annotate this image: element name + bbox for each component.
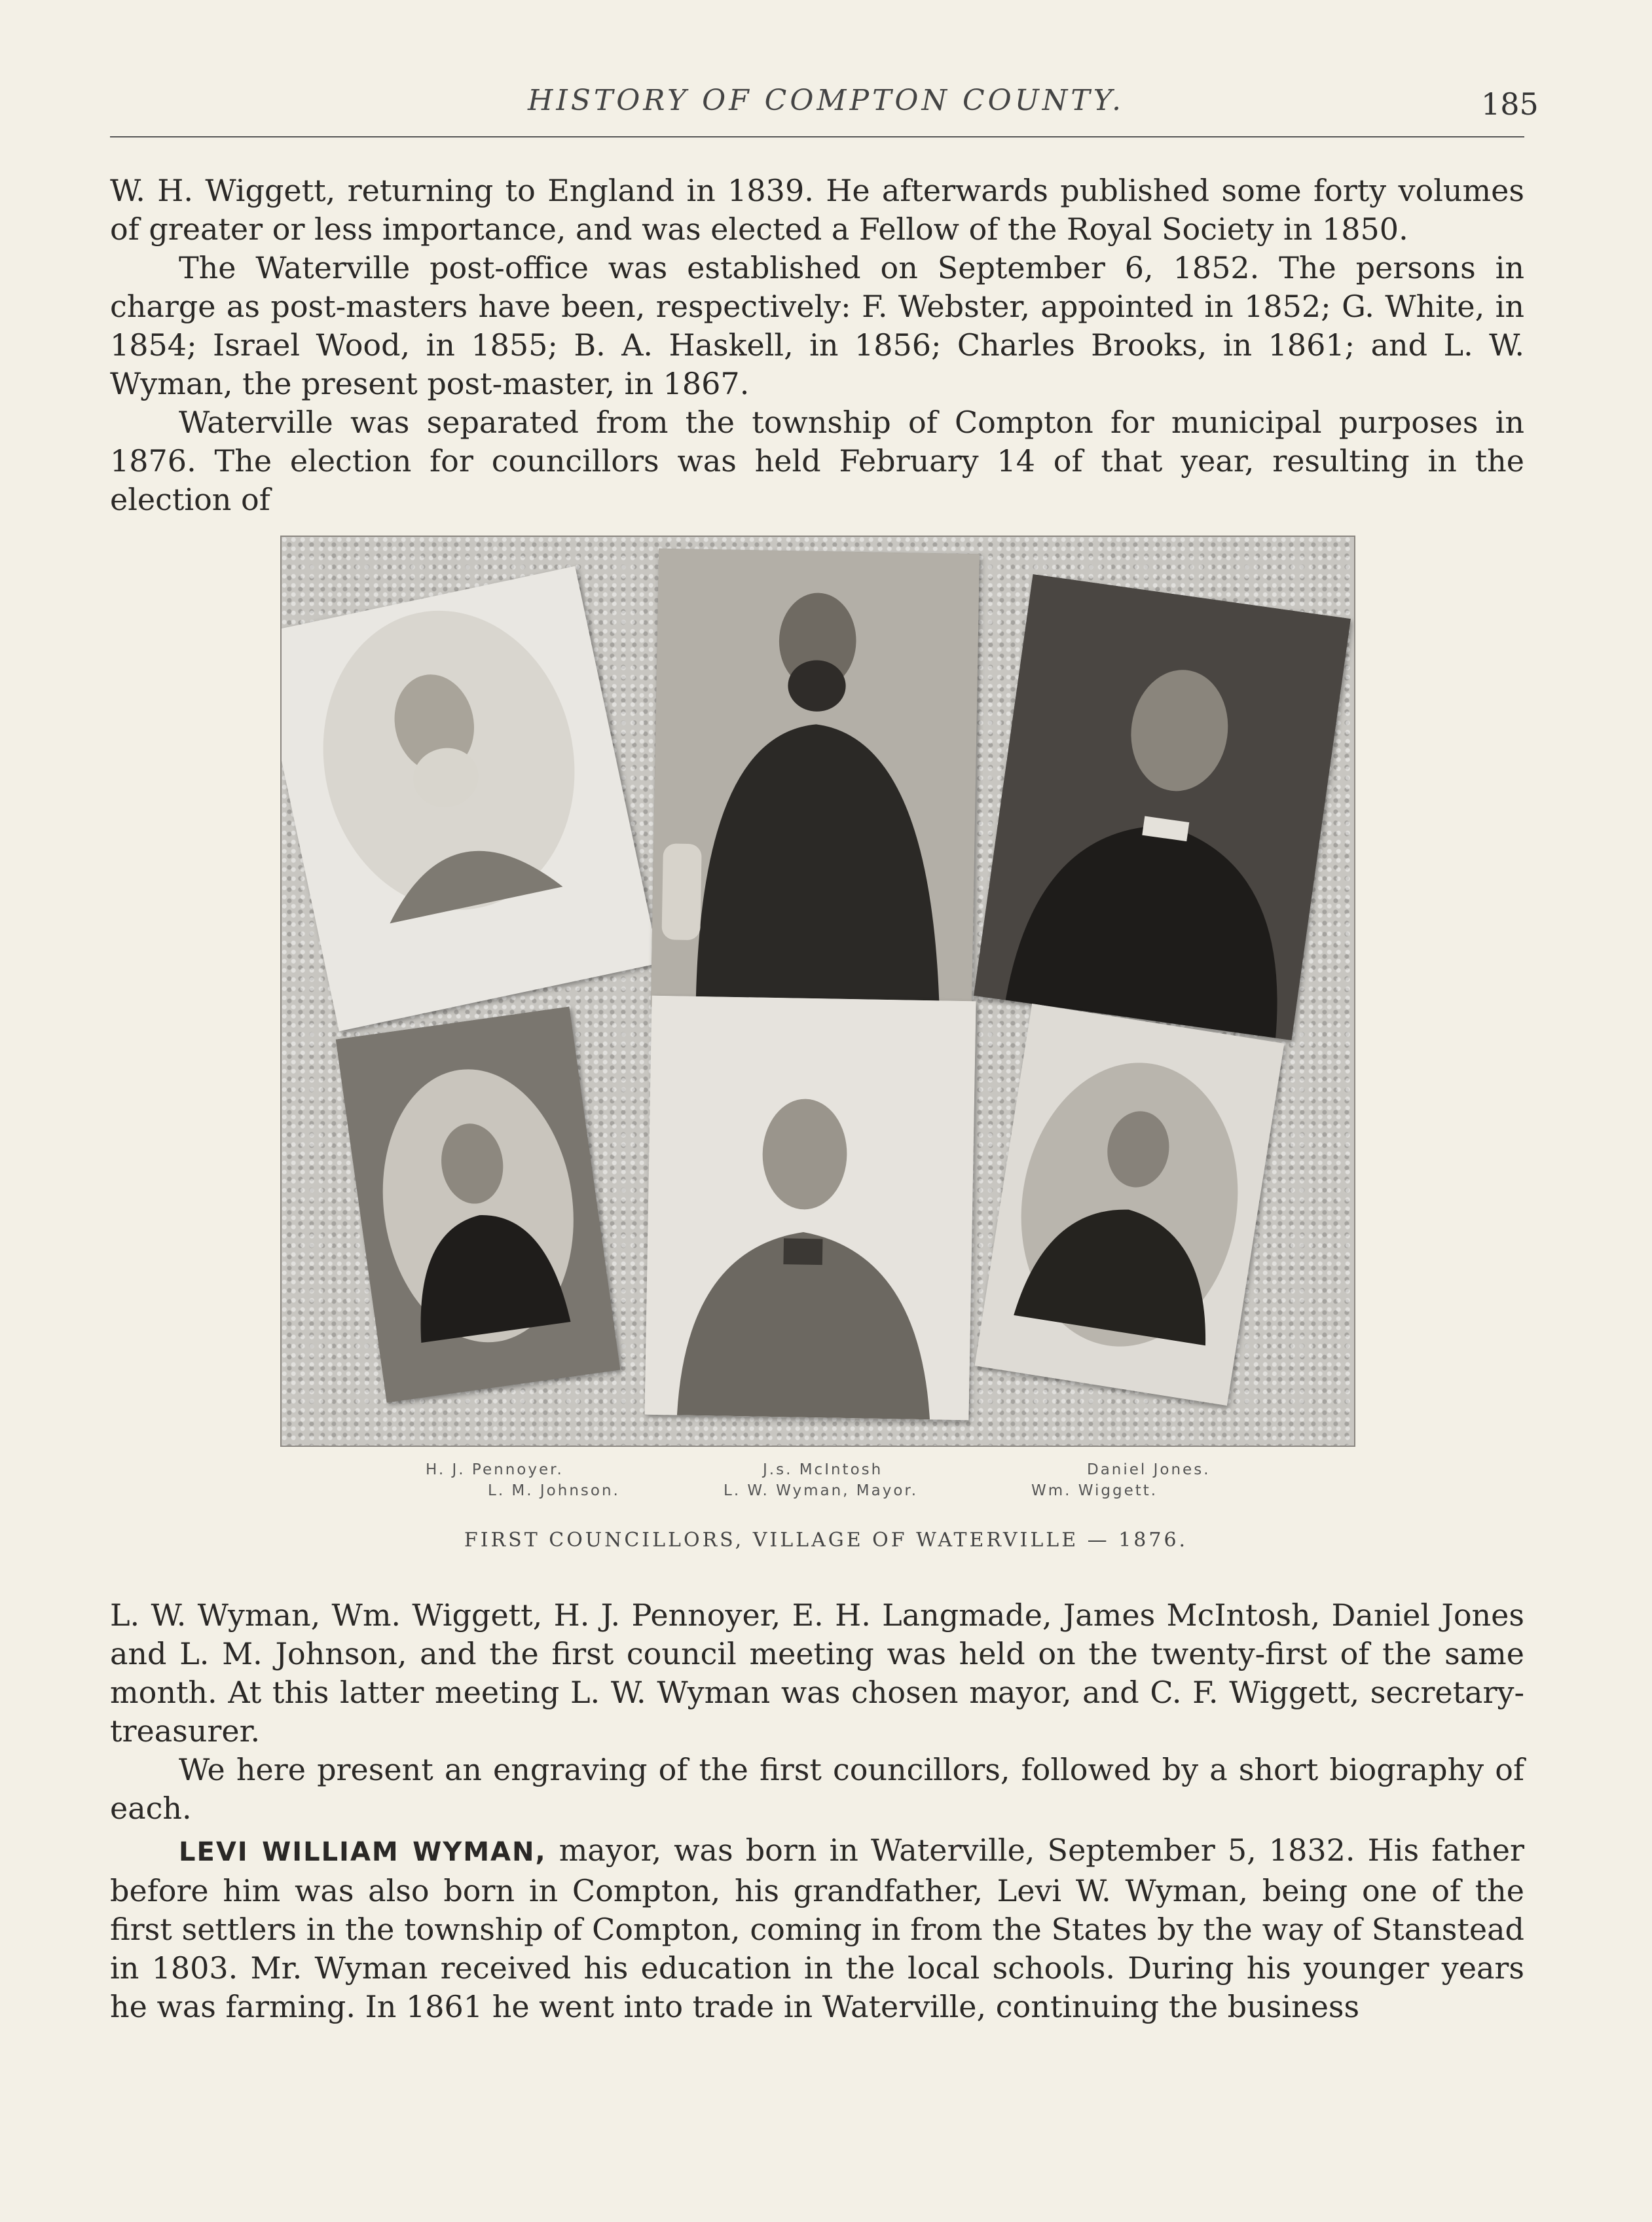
page-number: 185 [1481,86,1539,122]
biography-name: LEVI WILLIAM WYMAN, [179,1837,547,1867]
caption-pennoyer: H. J. Pennoyer. [426,1461,564,1478]
paragraph-1: W. H. Wiggett, returning to England in 1839. He afterwards published some forty volumes of greater or less importance, and was elected a Fellow of the Royal Society in 1850. [110,173,1524,247]
biography-paragraph [110,1831,1524,2026]
header-rule [110,136,1524,137]
portrait-pennoyer [280,566,659,1031]
portrait-wyman [644,996,976,1421]
portrait-jones [974,574,1351,1040]
councillors-photo-plate [280,536,1355,1447]
paragraph-4: L. W. Wyman, Wm. Wiggett, H. J. Pennoyer, E. H. Langmade, James McIntosh, Daniel Jones and L. M. Johnson, and the first council meeting was held on the twenty-first of the same month. At this latter meeting L. W. Wyman was chosen mayor, and C. F. Wiggett, secretary-treasurer. [110,1597,1524,1749]
caption-wiggett: Wm. Wiggett. [1031,1482,1158,1499]
paragraph-2: The Waterville post-office was established on September 6, 1852. The persons in charge as post-masters have been, respectively: F. Webster, appointed in 1852; G. White, in 1854; Israel Wood, in 1855; B. A. Haskell, in 1856; Charles Brooks, in 1861; and L. W. Wyman, the present post-master, in 1867. [110,250,1524,401]
caption-johnson: L. M. Johnson. [488,1482,620,1499]
portrait-wiggett [975,1004,1285,1406]
paragraph-3: Waterville was separated from the township of Compton for municipal purposes in 1876. The election for councillors was held February 14 of that year, resulting in the election of [110,405,1524,517]
plate-title: FIRST COUNCILLORS, VILLAGE OF WATERVILLE — 1876. [464,1529,1188,1552]
running-header: HISTORY OF COMPTON COUNTY. [527,84,1125,117]
portrait-johnson [336,1007,620,1403]
caption-jones: Daniel Jones. [1087,1461,1211,1478]
portrait-mcintosh [651,549,980,1012]
caption-mcintosh: J.s. McIntosh [763,1461,883,1478]
caption-wyman: L. W. Wyman, Mayor. [724,1482,919,1499]
paragraph-5: We here present an engraving of the first councillors, followed by a short biography of each. [110,1752,1524,1826]
biography-text: mayor, was born in Waterville, September 5, 1832. His father before him was also born in Compton, his grandfather, Levi W. Wyman, being one of the first settlers in the township of Compton, coming in from the States by the way of Stanstead in 1803. Mr. Wyman received his education in the local schools. During his younger years he was farming. In 1861 he went into trade in Waterville, continuing the business [110,1832,1524,2024]
